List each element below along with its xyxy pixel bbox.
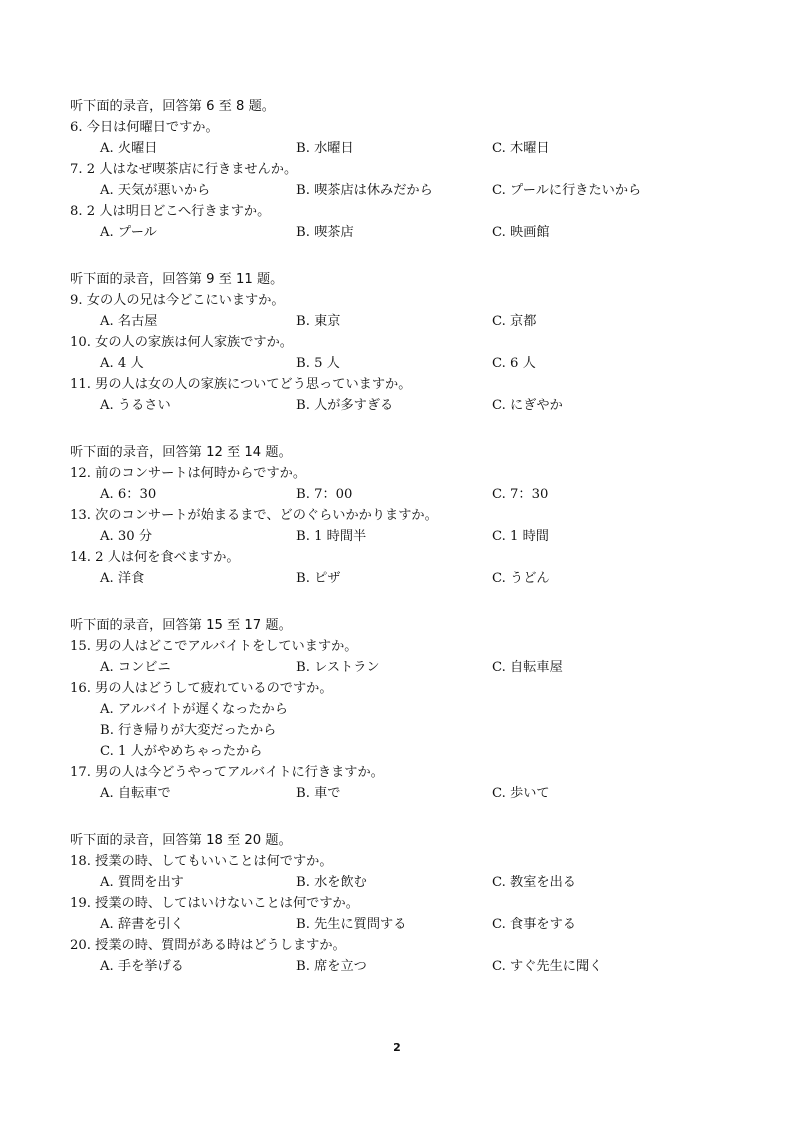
answer-option: A. コンビニ [100,660,171,675]
answer-option: A. 手を挙げる [100,959,184,974]
answer-options-row [70,484,730,505]
answer-options-row [70,526,730,547]
question-text: 20. 授業の時、質問がある時はどうしますか。 [70,938,346,953]
section-heading: 听下面的录音，回答第 18 至 20 题。 [70,833,292,848]
section-heading: 听下面的录音，回答第 6 至 8 题。 [70,99,275,114]
answer-options-row [70,956,730,977]
answer-option: C. 京都 [492,314,537,329]
answer-option: B. 喫茶店 [296,225,354,240]
answer-option: A. アルバイトが遅くなったから [100,702,288,717]
question-text: 7. 2 人はなぜ喫茶店に行きませんか。 [70,162,298,177]
question-text: 12. 前のコンサートは何時からですか。 [70,466,307,481]
question-text: 18. 授業の時、してもいいことは何ですか。 [70,854,333,869]
question-text: 16. 男の人はどうして疲れているのですか。 [70,681,333,696]
answer-option: C. 教室を出る [492,875,576,890]
question-section [70,269,730,416]
answer-option: A. 4 人 [100,356,144,371]
question-section [70,442,730,589]
answer-options-row [70,180,730,201]
answer-option: B. 車で [296,786,341,801]
answer-options-row [70,783,730,804]
question-text: 13. 次のコンサートが始まるまで、どのぐらいかかりますか。 [70,508,438,523]
answer-option: C. うどん [492,571,550,586]
question-text: 11. 男の人は女の人の家族についてどう思っていますか。 [70,377,412,392]
answer-option: B. 水を飲む [296,875,367,890]
question-text: 10. 女の人の家族は何人家族ですか。 [70,335,293,350]
answer-option: A. 名古屋 [100,314,158,329]
answer-option: B. レストラン [296,660,380,675]
answer-option: A. うるさい [100,398,171,413]
answer-options-row [70,872,730,893]
answer-option: B. 席を立つ [296,959,367,974]
answer-option: C. 映画館 [492,225,550,240]
answer-option: C. すぐ先生に聞く [492,959,603,974]
page-number: 2 [393,1041,401,1054]
answer-option: B. 5 人 [296,356,340,371]
answer-options-row [70,568,730,589]
answer-options-row [70,914,730,935]
exam-page [70,96,730,1003]
answer-option: A. 辞書を引く [100,917,184,932]
answer-option: C. 7：30 [492,487,549,502]
answer-option: C. 食事をする [492,917,576,932]
answer-option: B. 東京 [296,314,341,329]
answer-option: C. 1 人がやめちゃったから [100,744,263,759]
section-heading: 听下面的录音，回答第 12 至 14 题。 [70,445,292,460]
answer-option: B. 水曜日 [296,141,354,156]
question-text: 19. 授業の時、してはいけないことは何ですか。 [70,896,359,911]
answer-option: A. 30 分 [100,529,153,544]
question-text: 6. 今日は何曜日ですか。 [70,120,219,135]
answer-option: A. 洋食 [100,571,145,586]
answer-option: C. 自転車屋 [492,660,563,675]
answer-option: A. 6：30 [100,487,157,502]
answer-option: C. にぎやか [492,398,563,413]
answer-option: C. 6 人 [492,356,536,371]
answer-options-row [70,311,730,332]
section-heading: 听下面的录音，回答第 9 至 11 题。 [70,272,284,287]
question-text: 8. 2 人は明日どこへ行きますか。 [70,204,271,219]
answer-option: C. プールに行きたいから [492,183,642,198]
answer-option: A. プール [100,225,157,240]
answer-options-row [70,657,730,678]
answer-option: C. 1 時間 [492,529,549,544]
question-text: 15. 男の人はどこでアルバイトをしていますか。 [70,639,358,654]
answer-options-row [70,395,730,416]
question-section [70,615,730,804]
answer-option: B. 1 時間半 [296,529,367,544]
answer-option: B. 行き帰りが大変だったから [100,723,277,738]
answer-options-row [70,222,730,243]
question-section [70,830,730,977]
question-text: 14. 2 人は何を食べますか。 [70,550,240,565]
question-text: 9. 女の人の兄は今どこにいますか。 [70,293,285,308]
answer-option: B. 7：00 [296,487,353,502]
answer-option: A. 天気が悪いから [100,183,211,198]
answer-options-row [70,138,730,159]
section-heading: 听下面的录音，回答第 15 至 17 题。 [70,618,292,633]
answer-option: C. 木曜日 [492,141,550,156]
question-section [70,96,730,243]
answer-option: B. 先生に質問する [296,917,407,932]
question-text: 17. 男の人は今どうやってアルバイトに行きますか。 [70,765,384,780]
answer-option: A. 質問を出す [100,875,184,890]
answer-option: A. 火曜日 [100,141,158,156]
answer-options-row [70,353,730,374]
answer-option: B. 喫茶店は休みだから [296,183,433,198]
answer-option: A. 自転車で [100,786,171,801]
answer-option: C. 歩いて [492,786,550,801]
answer-option: B. ピザ [296,571,341,586]
answer-option: B. 人が多すぎる [296,398,394,413]
